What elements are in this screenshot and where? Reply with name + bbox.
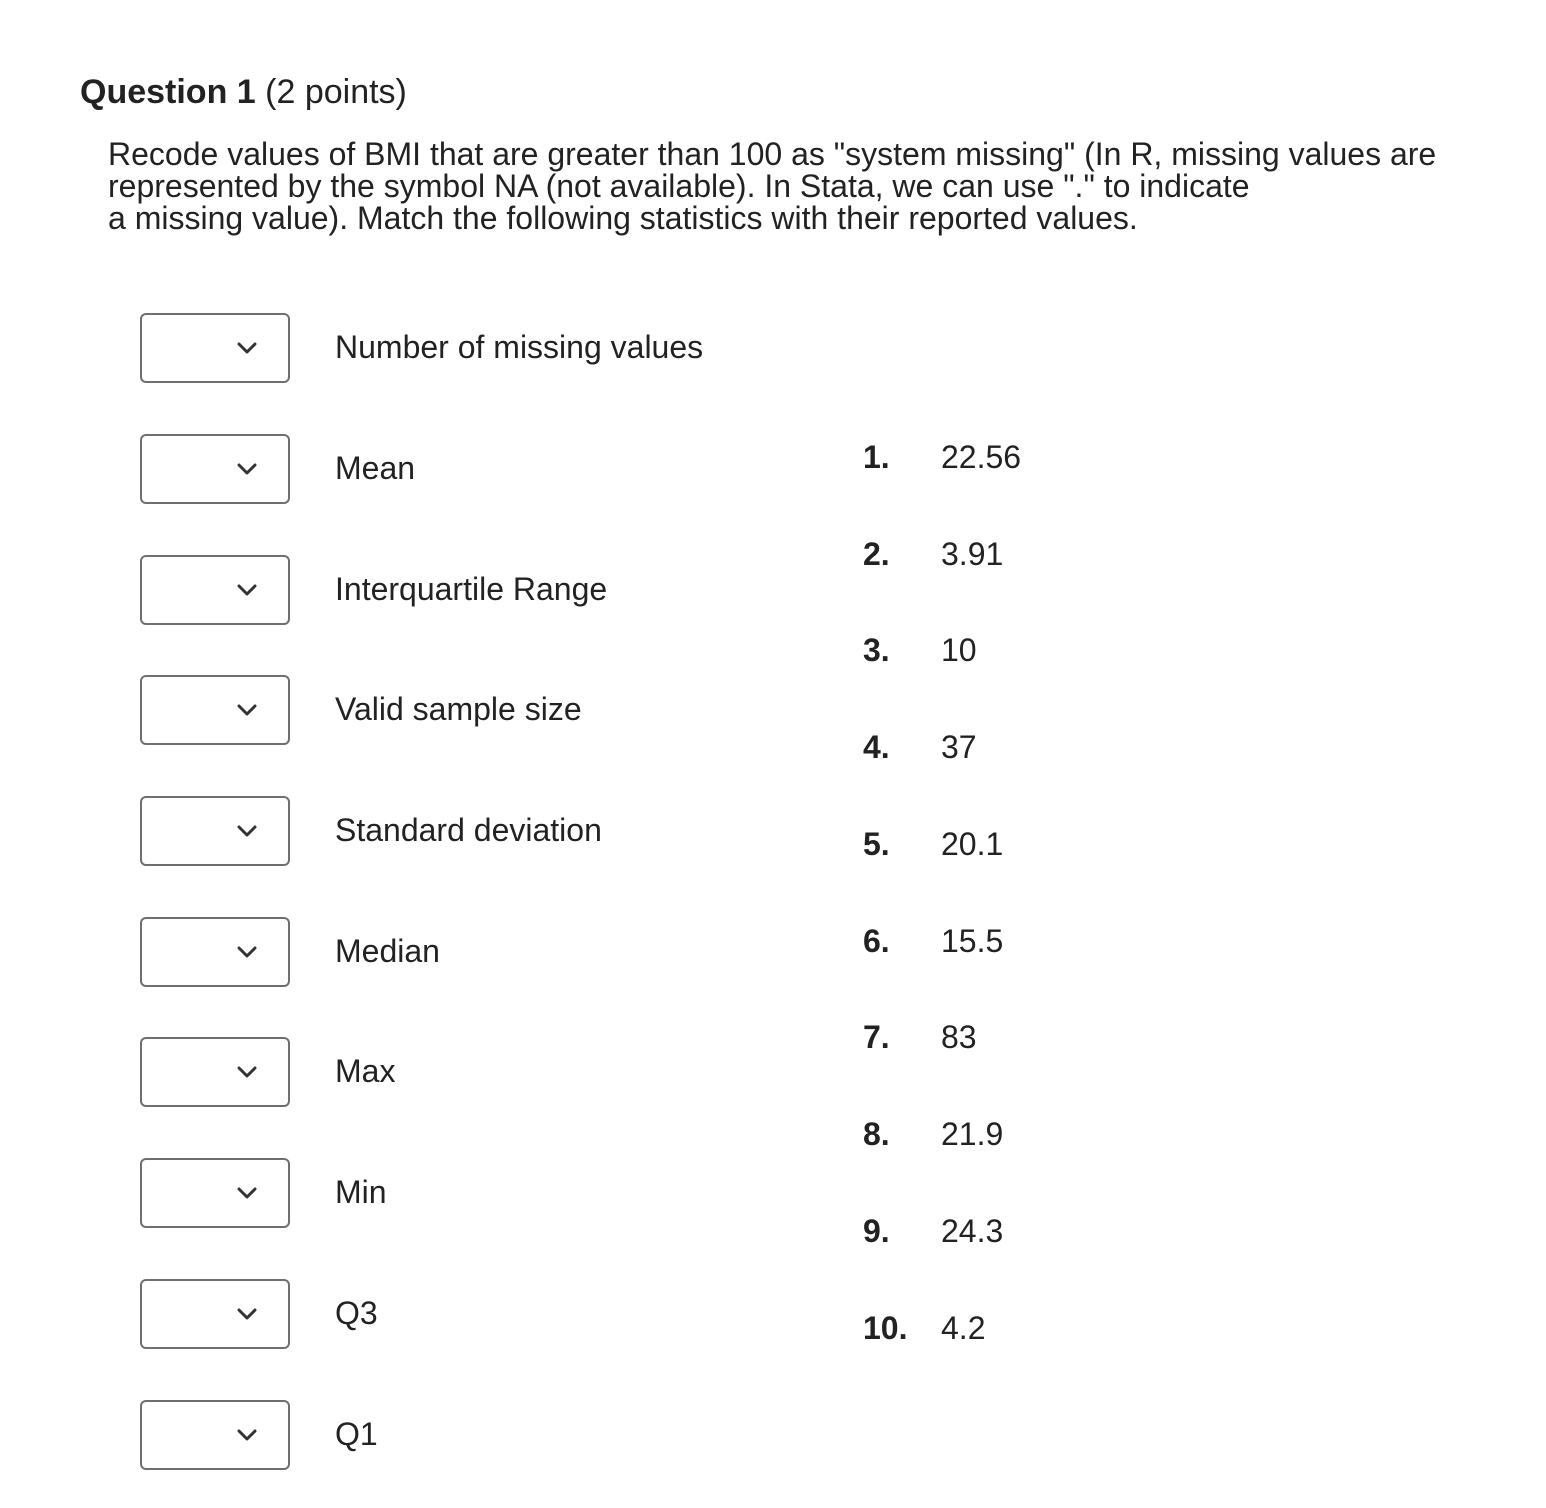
statistic-label: Min xyxy=(335,1174,387,1210)
answer-option xyxy=(863,1017,977,1057)
answer-value: 83 xyxy=(941,1019,977,1055)
answer-value: 37 xyxy=(941,729,977,765)
chevron-down-icon xyxy=(236,458,258,480)
answer-option xyxy=(863,437,1021,477)
answer-number: 3. xyxy=(863,632,890,668)
match-dropdown[interactable] xyxy=(140,1400,290,1470)
answer-value: 22.56 xyxy=(941,439,1022,475)
answer-option xyxy=(863,727,977,767)
statistic-label: Max xyxy=(335,1053,396,1089)
chevron-down-icon xyxy=(236,579,258,601)
question-points: (2 points) xyxy=(265,73,407,111)
answer-number: 8. xyxy=(863,1116,890,1152)
chevron-down-icon xyxy=(236,820,258,842)
match-dropdown[interactable] xyxy=(140,1279,290,1349)
answer-value: 20.1 xyxy=(941,826,1004,862)
match-dropdown[interactable] xyxy=(140,434,290,504)
chevron-down-icon xyxy=(236,1182,258,1204)
chevron-down-icon xyxy=(236,1303,258,1325)
statistic-label: Mean xyxy=(335,450,416,486)
answer-value: 4.2 xyxy=(941,1310,986,1346)
match-row xyxy=(140,313,840,387)
answer-option xyxy=(863,921,1003,961)
answer-value: 15.5 xyxy=(941,923,1004,959)
answer-option xyxy=(863,1211,1003,1251)
match-dropdown[interactable] xyxy=(140,675,290,745)
answer-option xyxy=(863,824,1003,864)
answer-number: 10. xyxy=(863,1310,908,1346)
match-row xyxy=(140,1279,840,1353)
answer-option xyxy=(863,1308,985,1348)
statistic-label: Valid sample size xyxy=(335,691,582,727)
match-row xyxy=(140,555,840,629)
statistic-label: Median xyxy=(335,933,440,969)
answer-value: 24.3 xyxy=(941,1213,1004,1249)
answer-number: 1. xyxy=(863,439,890,475)
answer-option xyxy=(863,534,1003,574)
match-dropdown[interactable] xyxy=(140,555,290,625)
chevron-down-icon xyxy=(236,337,258,359)
answer-value: 10 xyxy=(941,632,977,668)
question-title: Question 1 xyxy=(80,73,256,111)
chevron-down-icon xyxy=(236,941,258,963)
match-row xyxy=(140,1400,840,1474)
answer-number: 4. xyxy=(863,729,890,765)
chevron-down-icon xyxy=(236,1424,258,1446)
answer-value: 21.9 xyxy=(941,1116,1004,1152)
answer-number: 5. xyxy=(863,826,890,862)
match-row xyxy=(140,1037,840,1111)
match-row xyxy=(140,917,840,991)
statistic-label: Q1 xyxy=(335,1416,378,1452)
answer-number: 9. xyxy=(863,1213,890,1249)
question-header xyxy=(80,72,407,112)
match-row xyxy=(140,1158,840,1232)
question-prompt-line: represented by the symbol NA (not available). In Stata, we can use "." to indicate xyxy=(108,168,1250,204)
statistic-label: Interquartile Range xyxy=(335,571,608,607)
match-dropdown[interactable] xyxy=(140,796,290,866)
answer-option xyxy=(863,630,977,670)
match-dropdown[interactable] xyxy=(140,1037,290,1107)
chevron-down-icon xyxy=(236,1061,258,1083)
chevron-down-icon xyxy=(236,699,258,721)
statistic-label: Standard deviation xyxy=(335,812,602,848)
answer-number: 7. xyxy=(863,1019,890,1055)
answer-number: 6. xyxy=(863,923,890,959)
statistic-label: Q3 xyxy=(335,1295,378,1331)
match-row xyxy=(140,434,840,508)
match-row xyxy=(140,796,840,870)
match-row xyxy=(140,675,840,749)
statistic-label: Number of missing values xyxy=(335,329,704,365)
question-prompt xyxy=(108,138,1518,234)
question-prompt-line: a missing value). Match the following statistics with their reported values. xyxy=(108,200,1138,236)
answer-option xyxy=(863,1114,1003,1154)
match-dropdown[interactable] xyxy=(140,1158,290,1228)
match-dropdown[interactable] xyxy=(140,917,290,987)
answer-number: 2. xyxy=(863,536,890,572)
answer-value: 3.91 xyxy=(941,536,1004,572)
question-prompt-line: Recode values of BMI that are greater than 100 as "system missing" (In R, missing values are xyxy=(108,136,1437,172)
match-dropdown[interactable] xyxy=(140,313,290,383)
